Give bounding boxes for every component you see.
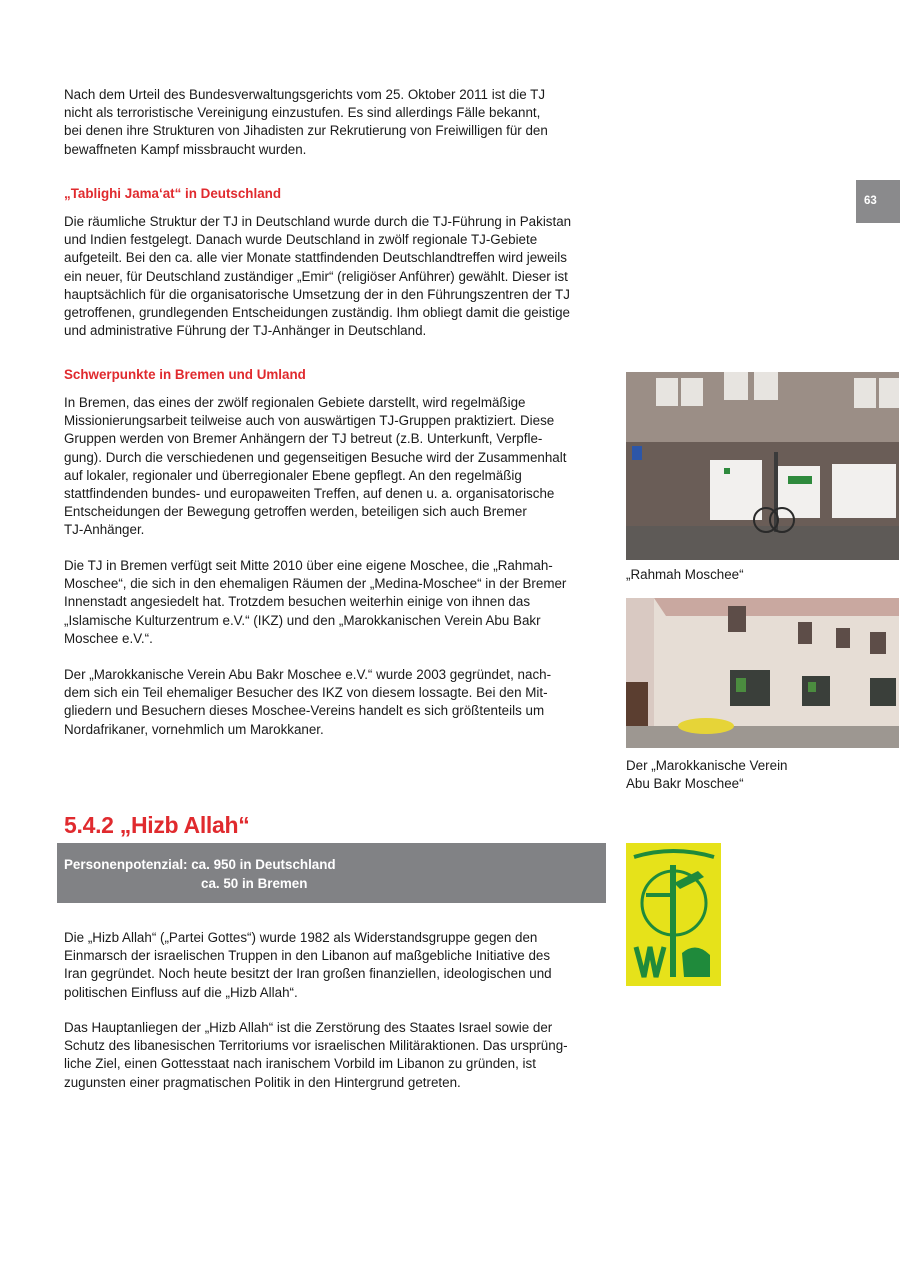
flag-emblem-illustration [626,843,721,986]
info-line: Personenpotenzial: ca. 950 in Deutschland [64,857,336,872]
text-line: auf lokaler, regionaler und überregionaler Ebene gepflegt. An den regelmäßig [64,467,522,483]
text-line: gung). Durch die verschiedenen und gegenseitigen Besuche wird der Zusammenhalt [64,449,567,465]
abu-bakr-mosque-photo [626,598,899,748]
caption-line: Der „Marokkanische Verein [626,758,788,773]
text-line: bewaffneten Kampf missbraucht wurden. [64,141,307,157]
text-line: Missionierungsarbeit teilweise auch von auswärtigen TJ-Gruppen praktiziert. Diese [64,413,555,429]
caption-line: Abu Bakr Moschee“ [626,776,744,792]
caption-line: „Rahmah Moschee“ [626,567,744,582]
text-line: Innenstadt angesiedelt hat. Trotzdem besuchen weiterhin einige von ihnen das [64,594,531,610]
section-heading-hizb-allah: 5.4.2 „Hizb Allah“ [64,812,250,838]
text-line: Einmarsch der israelischen Truppen in den Libanon auf maßgebliche Initiative des [64,948,551,964]
text-line: gliedern und Besuchern dieses Moschee-Vereins handelt es sich größtenteils um [64,703,545,719]
building-illustration [626,598,899,748]
text-line: Nordafrikaner, vornehmlich um Marokkaner. [64,721,324,737]
text-line: Der „Marokkanische Verein Abu Bakr Moschee e.V.“ wurde 2003 gegründet, nach- [64,667,552,682]
hizb-paragraph-1 [64,929,612,1002]
text-line: und Indien festgelegt. Danach wurde Deutschland in zwölf regionale TJ-Gebiete [64,232,538,248]
subheading-tablighi: „Tablighi Jama‘at“ in Deutschland [64,186,282,201]
page-number: 63 [864,195,877,207]
intro-paragraph [64,86,612,159]
page-number-tab [856,180,900,223]
text-line: und administrative Führung der TJ-Anhänger in Deutschland. [64,323,427,339]
rahmah-caption [626,566,744,584]
text-line: bei denen ihre Strukturen von Jihadisten zur Rekrutierung von Freiwilligen für den [64,123,548,139]
text-line: aufgeteilt. Bei den ca. alle vier Monate stattfindenden Deutschlandtreffen wird jeweils [64,250,567,266]
bremen-paragraph-1 [64,394,612,540]
bremen-paragraph-3 [64,666,612,739]
text-line: Schutz des libanesischen Territoriums vor israelischen Militäraktionen. Das ursprüng- [64,1038,568,1054]
text-line: getroffenen, grundlegenden Entscheidungen zuständig. Ihm obliegt damit die geistige [64,305,570,321]
text-line: Die „Hizb Allah“ („Partei Gottes“) wurde 1982 als Widerstandsgruppe gegen den [64,930,538,945]
text-line: hauptsächlich für die organisatorische Umsetzung der in den Führungszentren der TJ [64,286,570,302]
text-line: Nach dem Urteil des Bundesverwaltungsgerichts vom 25. Oktober 2011 ist die TJ [64,87,546,102]
abu-bakr-caption [626,757,788,793]
text-line: Entscheidungen der Bewegung getroffen werden, beteiligen sich auch Bremer [64,504,527,520]
text-line: „Islamische Kulturzentrum e.V.“ (IKZ) und den „Marokkanischen Verein Abu Bakr [64,612,541,628]
text-line: ein neuer, für Deutschland zuständiger „Emir“ (religiöser Anführer) gewählt. Dieser ist [64,268,568,284]
text-line: Moschee“, die sich in den ehemaligen Räumen der „Medina-Moschee“ in der Bremer [64,576,567,592]
text-line: Iran gegründet. Noch heute besitzt der Iran großen finanziellen, ideologischen und [64,966,552,982]
text-line: Das Hauptanliegen der „Hizb Allah“ ist die Zerstörung des Staates Israel sowie der [64,1020,553,1035]
text-line: politischen Einfluss auf die „Hizb Allah“. [64,984,298,1000]
text-line: zugunsten einer pragmatischen Politik in den Hintergrund getreten. [64,1074,461,1090]
subheading-bremen: Schwerpunkte in Bremen und Umland [64,367,306,382]
personnel-info-box [57,843,606,903]
text-line: stattfindenden bundes- und europaweiten Treffen, auf denen u. a. organisatorische [64,486,555,502]
text-line: Moschee e.V.“. [64,630,153,646]
hizb-allah-flag-image [626,843,721,986]
rahmah-mosque-photo [626,372,899,560]
text-line: liche Ziel, einen Gottesstaat nach iranischem Vorbild im Libanon zu gründen, ist [64,1056,536,1072]
text-line: TJ-Anhänger. [64,522,145,538]
bremen-paragraph-2 [64,557,612,648]
hizb-paragraph-2 [64,1019,612,1092]
text-line: In Bremen, das eines der zwölf regionalen Gebiete darstellt, wird regelmäßige [64,395,526,410]
text-line: nicht als terroristische Vereinigung einzustufen. Es sind allerdings Fälle bekannt, [64,105,541,121]
text-line: dem sich ein Teil ehemaliger Besucher des IKZ von diesem lossagte. Bei den Mit- [64,685,548,701]
info-line: ca. 50 in Bremen [201,875,308,891]
text-line: Gruppen werden von Bremer Anhängern der TJ betreut (z.B. Unterkunft, Verpfle- [64,431,543,447]
tj-paragraph [64,213,612,340]
text-line: Die räumliche Struktur der TJ in Deutschland wurde durch die TJ-Führung in Pakistan [64,214,572,229]
text-line: Die TJ in Bremen verfügt seit Mitte 2010 über eine eigene Moschee, die „Rahmah- [64,558,553,573]
building-illustration [626,372,899,560]
